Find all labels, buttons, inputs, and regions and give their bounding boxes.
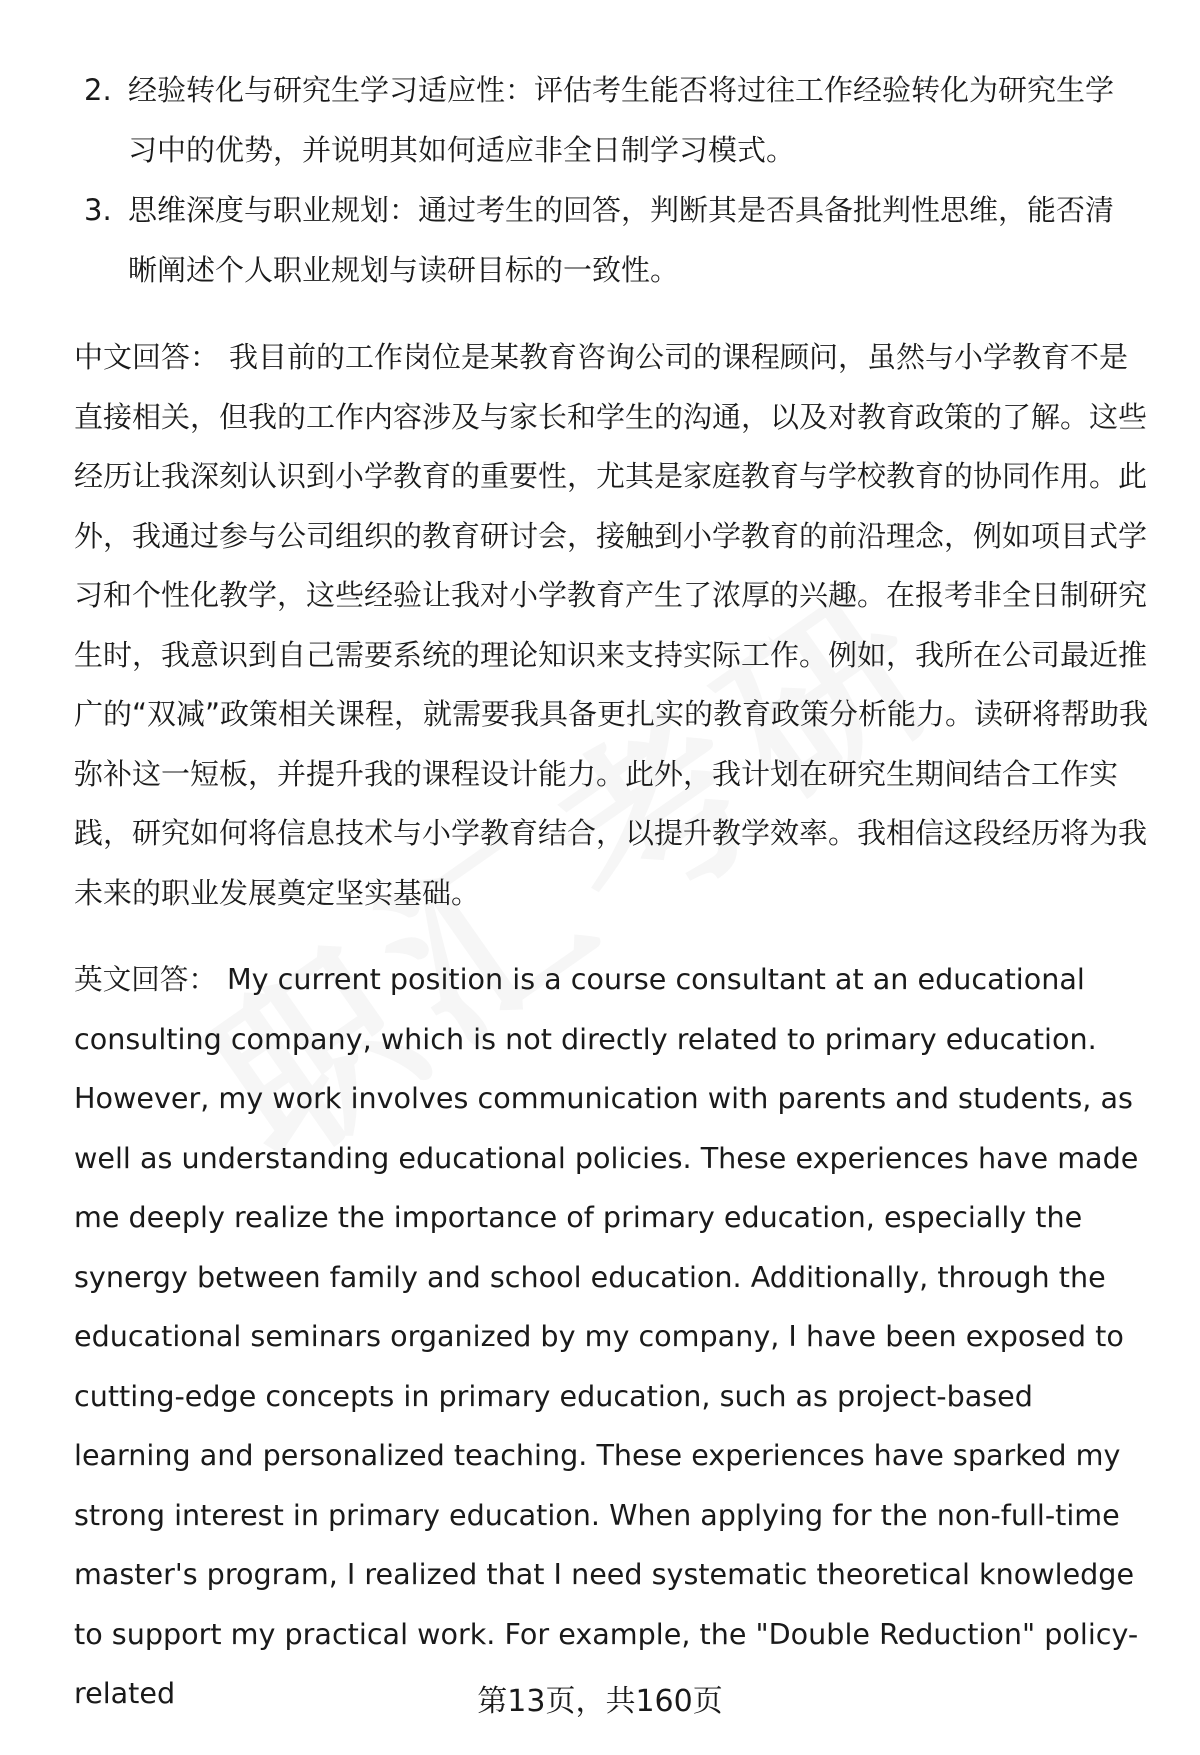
list-item xyxy=(0,180,1200,300)
english-answer-text: My current position is a course consultant at an educational consulting company, which is not directly related to primary education. However, my work involves communication with parents and students, as well as understanding educational policies. These experiences have made me deeply realize the importance of primary education, especially the synergy between family and school education. Additionally, through the educational seminars organized by my company, I have been exposed to cutting-edge concepts in primary education, such as project-based learning and personalized teaching. These experiences have sparked my strong interest in primary education. When applying for the non-full-time master's program, I realized that I need systematic theoretical knowledge to support my practical work. For example, the "Double Reduction" policy-related xyxy=(74,962,1139,1710)
list-item-text: 经验转化与研究生学习适应性：评估考生能否将过往工作经验转化为研究生学习中的优势，并说明其如何适应非全日制学习模式。 xyxy=(128,73,1115,167)
list-item xyxy=(0,60,1200,180)
list-item-number: 3. xyxy=(84,193,112,227)
list-item-text: 思维深度与职业规划：通过考生的回答，判断其是否具备批判性思维，能否清晰阐述个人职业规划与读研目标的一致性。 xyxy=(128,193,1115,287)
page-number-footer: 第13页，共160页 xyxy=(477,1684,723,1719)
list-item-number: 2. xyxy=(84,73,112,107)
chinese-answer-label: 中文回答： xyxy=(74,340,220,374)
criteria-list xyxy=(0,60,1200,300)
chinese-answer-text: 我目前的工作岗位是某教育咨询公司的课程顾问，虽然与小学教育不是直接相关，但我的工作内容涉及与家长和学生的沟通，以及对教育政策的了解。这些经历让我深刻认识到小学教育的重要性，尤其是家庭教育与学校教育的协同作用。此外，我通过参与公司组织的教育研讨会，接触到小学教育的前沿理念，例如项目式学习和个性化教学，这些经验让我对小学教育产生了浓厚的兴趣。在报考非全日制研究生时，我意识到自己需要系统的理论知识来支持实际工作。例如，我所在公司最近推广的“双减”政策相关课程，就需要我具备更扎实的教育政策分析能力。读研将帮助我弥补这一短板，并提升我的课程设计能力。此外，我计划在研究生期间结合工作实践，研究如何将信息技术与小学教育结合，以提升教学效率。我相信这段经历将为我未来的职业发展奠定坚实基础。 xyxy=(74,340,1149,910)
english-answer-label: 英文回答： xyxy=(74,962,217,996)
english-answer-paragraph xyxy=(74,950,1154,1724)
chinese-answer-paragraph xyxy=(74,328,1154,923)
